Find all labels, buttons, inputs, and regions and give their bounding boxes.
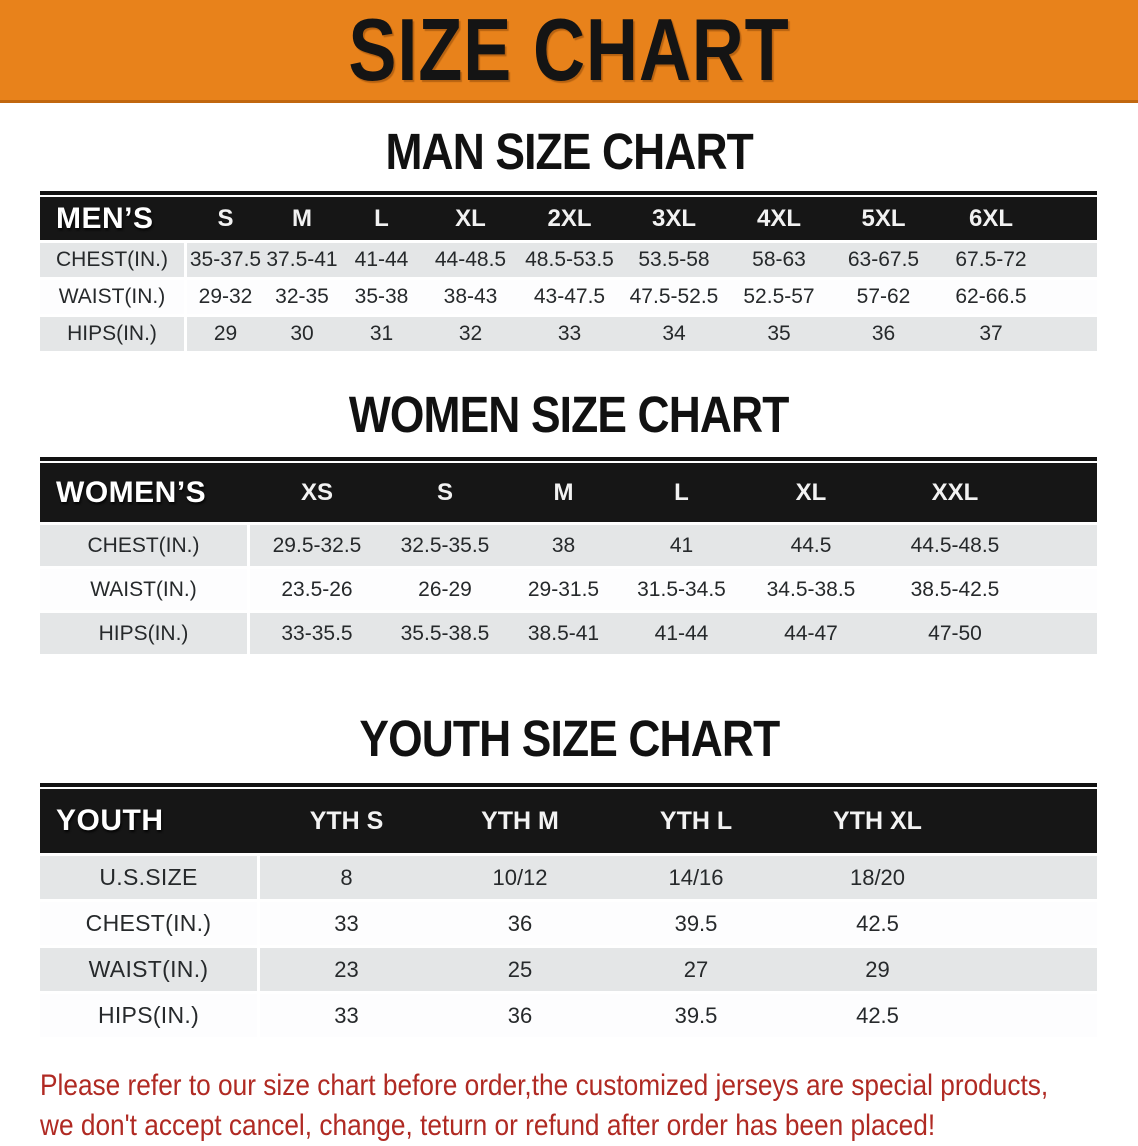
value-cell: 44-47 [742, 613, 880, 657]
value-cell: 57-62 [831, 280, 936, 317]
value-cell: 35.5-38.5 [384, 613, 506, 657]
spacer-cell [970, 787, 1097, 856]
men-header-row [40, 195, 1097, 243]
size-header-cell: 6XL [936, 195, 1046, 243]
value-cell: 10/12 [433, 856, 607, 902]
disclaimer-line-1: Please refer to our size chart before order,the customized jerseys are special products, [40, 1069, 1049, 1102]
value-cell: 23 [260, 948, 433, 994]
women-table-label: WOMEN’S [40, 461, 250, 525]
value-cell: 44.5-48.5 [880, 525, 1030, 569]
men-waist-row [40, 280, 1097, 317]
value-cell: 63-67.5 [831, 243, 936, 280]
men-chest-row [40, 243, 1097, 280]
row-label-cell: U.S.SIZE [40, 856, 260, 902]
row-label-cell: HIPS(IN.) [40, 317, 187, 354]
spacer-cell [1030, 461, 1097, 525]
value-cell: 42.5 [785, 994, 970, 1040]
size-header-cell: S [187, 195, 264, 243]
value-cell: 34.5-38.5 [742, 569, 880, 613]
size-header-cell: S [384, 461, 506, 525]
size-header-cell: YTH XL [785, 787, 970, 856]
youth-section-heading-text: YOUTH SIZE CHART [359, 710, 779, 767]
value-cell: 29 [187, 317, 264, 354]
value-cell: 33-35.5 [250, 613, 384, 657]
value-cell: 39.5 [607, 994, 785, 1040]
value-cell: 47.5-52.5 [621, 280, 727, 317]
value-cell: 37 [936, 317, 1046, 354]
value-cell: 32.5-35.5 [384, 525, 506, 569]
value-cell: 41-44 [340, 243, 423, 280]
men-section-heading [0, 123, 1138, 180]
spacer-cell [1030, 569, 1097, 613]
value-cell: 58-63 [727, 243, 831, 280]
size-header-cell: XL [423, 195, 518, 243]
size-header-cell: M [506, 461, 621, 525]
size-header-cell: L [621, 461, 742, 525]
spacer-cell [970, 856, 1097, 902]
value-cell: 44-48.5 [423, 243, 518, 280]
size-header-cell: XS [250, 461, 384, 525]
value-cell: 38.5-41 [506, 613, 621, 657]
value-cell: 67.5-72 [936, 243, 1046, 280]
value-cell: 34 [621, 317, 727, 354]
value-cell: 31.5-34.5 [621, 569, 742, 613]
men-size-table [40, 191, 1097, 354]
row-label-cell: HIPS(IN.) [40, 613, 250, 657]
size-header-cell: 3XL [621, 195, 727, 243]
value-cell: 36 [433, 902, 607, 948]
value-cell: 52.5-57 [727, 280, 831, 317]
value-cell: 62-66.5 [936, 280, 1046, 317]
value-cell: 18/20 [785, 856, 970, 902]
value-cell: 39.5 [607, 902, 785, 948]
size-header-cell: XXL [880, 461, 1030, 525]
spacer-cell [970, 994, 1097, 1040]
women-section-heading [0, 386, 1138, 443]
spacer-cell [1046, 280, 1097, 317]
value-cell: 26-29 [384, 569, 506, 613]
value-cell: 44.5 [742, 525, 880, 569]
value-cell: 32 [423, 317, 518, 354]
size-header-cell: YTH S [260, 787, 433, 856]
youth-table-label: YOUTH [40, 787, 260, 856]
row-label-cell: WAIST(IN.) [40, 948, 260, 994]
youth-ussize-row [40, 856, 1097, 902]
value-cell: 38 [506, 525, 621, 569]
value-cell: 29-31.5 [506, 569, 621, 613]
value-cell: 38-43 [423, 280, 518, 317]
value-cell: 29.5-32.5 [250, 525, 384, 569]
value-cell: 27 [607, 948, 785, 994]
value-cell: 36 [831, 317, 936, 354]
banner [0, 0, 1138, 103]
row-label-cell: HIPS(IN.) [40, 994, 260, 1040]
women-hips-row [40, 613, 1097, 657]
spacer-cell [1046, 243, 1097, 280]
youth-hips-row [40, 994, 1097, 1040]
youth-waist-row [40, 948, 1097, 994]
size-header-cell: 4XL [727, 195, 831, 243]
women-size-table [40, 457, 1097, 657]
spacer-cell [970, 948, 1097, 994]
disclaimer-line-2: we don't accept cancel, change, teturn or refund after order has been placed! [40, 1109, 936, 1142]
value-cell: 31 [340, 317, 423, 354]
size-header-cell: 2XL [518, 195, 621, 243]
value-cell: 23.5-26 [250, 569, 384, 613]
row-label-cell: CHEST(IN.) [40, 902, 260, 948]
value-cell: 25 [433, 948, 607, 994]
size-header-cell: 5XL [831, 195, 936, 243]
value-cell: 29-32 [187, 280, 264, 317]
value-cell: 33 [260, 902, 433, 948]
value-cell: 41-44 [621, 613, 742, 657]
value-cell: 35-37.5 [187, 243, 264, 280]
spacer-cell [1030, 525, 1097, 569]
page-title: SIZE CHART [348, 0, 790, 99]
size-header-cell: XL [742, 461, 880, 525]
value-cell: 37.5-41 [264, 243, 340, 280]
women-waist-row [40, 569, 1097, 613]
spacer-cell [1046, 195, 1097, 243]
value-cell: 42.5 [785, 902, 970, 948]
men-section-heading-text: MAN SIZE CHART [385, 123, 753, 180]
value-cell: 47-50 [880, 613, 1030, 657]
value-cell: 32-35 [264, 280, 340, 317]
women-chest-row [40, 525, 1097, 569]
spacer-cell [970, 902, 1097, 948]
value-cell: 53.5-58 [621, 243, 727, 280]
youth-section-heading [0, 710, 1138, 767]
value-cell: 41 [621, 525, 742, 569]
youth-chest-row [40, 902, 1097, 948]
disclaimer-text [40, 1066, 1138, 1146]
value-cell: 29 [785, 948, 970, 994]
youth-header-row [40, 787, 1097, 856]
value-cell: 36 [433, 994, 607, 1040]
value-cell: 43-47.5 [518, 280, 621, 317]
youth-size-table [40, 783, 1097, 1040]
row-label-cell: CHEST(IN.) [40, 525, 250, 569]
spacer-cell [1046, 317, 1097, 354]
men-hips-row [40, 317, 1097, 354]
value-cell: 33 [260, 994, 433, 1040]
value-cell: 14/16 [607, 856, 785, 902]
row-label-cell: CHEST(IN.) [40, 243, 187, 280]
value-cell: 8 [260, 856, 433, 902]
men-table-label: MEN’S [40, 195, 187, 243]
size-header-cell: YTH M [433, 787, 607, 856]
row-label-cell: WAIST(IN.) [40, 280, 187, 317]
row-label-cell: WAIST(IN.) [40, 569, 250, 613]
value-cell: 35-38 [340, 280, 423, 317]
value-cell: 38.5-42.5 [880, 569, 1030, 613]
size-header-cell: L [340, 195, 423, 243]
size-header-cell: YTH L [607, 787, 785, 856]
value-cell: 30 [264, 317, 340, 354]
women-section-heading-text: WOMEN SIZE CHART [349, 386, 789, 443]
value-cell: 35 [727, 317, 831, 354]
size-header-cell: M [264, 195, 340, 243]
women-header-row [40, 461, 1097, 525]
spacer-cell [1030, 613, 1097, 657]
value-cell: 48.5-53.5 [518, 243, 621, 280]
value-cell: 33 [518, 317, 621, 354]
